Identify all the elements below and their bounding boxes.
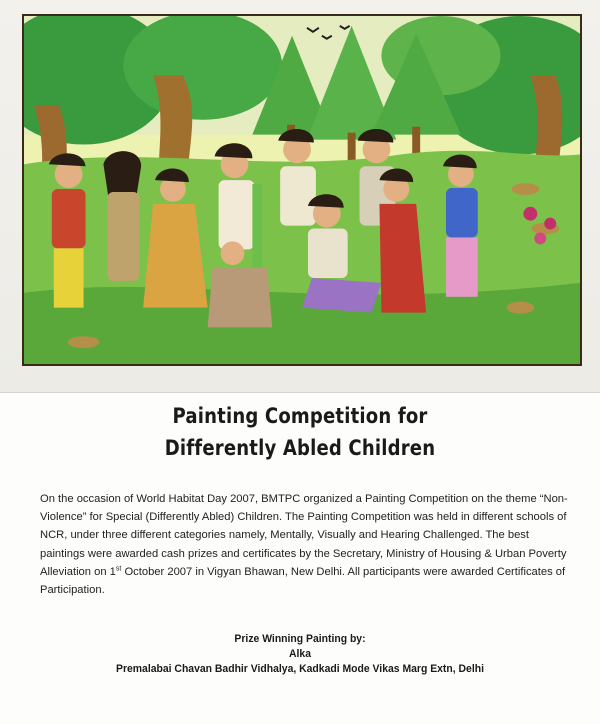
page-title-line-2: Differently Abled Children — [164, 436, 436, 460]
paragraph-end: October 2007 in Vigyan Bhawan, New Delhi. All participants were awarded Certificates of Participation. — [40, 565, 566, 597]
paragraph-start: On the occasion of World Habitat Day 2007, BMTPC organized a Painting Competition on the theme “Non-Violence” for Special (Differently Abled) Children. The Painting Competition was held in different schools of NCR, under three different categories namely, Mentally, Visually and Hearing Challenged. The best paintings were awarded cash prizes and certificates by the Secretary, Ministry of Housing & Urban Poverty Alleviation on 1 — [40, 493, 568, 578]
page-title-line-1: Painting Competition for — [172, 404, 428, 428]
credit-artist: Alka — [288, 648, 311, 660]
description-paragraph — [40, 490, 570, 599]
credit-heading: Prize Winning Painting by: — [234, 633, 366, 645]
credit-school: Premalabai Chavan Badhir Vidhalya, Kadkadi Mode Vikas Marg Extn, Delhi — [116, 663, 484, 675]
painting-credits — [0, 632, 600, 677]
painting-image — [22, 14, 582, 366]
ordinal-suffix: st — [115, 565, 122, 573]
painting-illustration — [24, 16, 580, 364]
